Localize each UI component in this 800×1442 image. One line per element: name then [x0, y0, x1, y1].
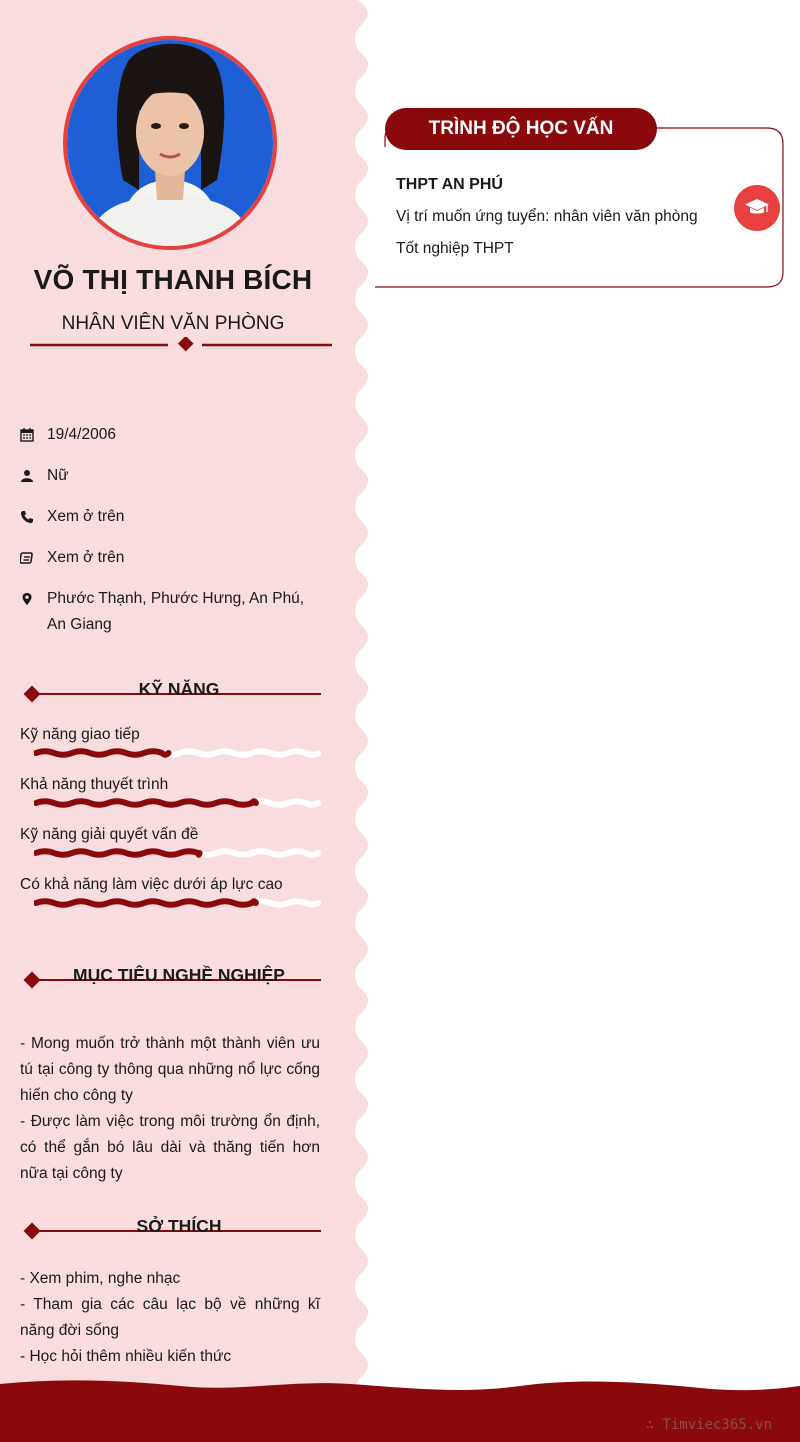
skill-bar [34, 748, 322, 758]
calendar-icon [20, 425, 47, 445]
info-birthday-text: 19/4/2006 [47, 426, 116, 443]
info-email [20, 548, 320, 571]
hobbies-heading-label: SỞ THÍCH [136, 1216, 222, 1236]
objective-heading [22, 967, 322, 993]
skill-label: Kỹ năng giải quyết vấn đề [20, 826, 199, 843]
avatar [63, 36, 277, 250]
candidate-name: VÕ THỊ THANH BÍCH [33, 264, 313, 295]
graduation-cap-icon [734, 185, 780, 231]
skill-bar-fill [36, 751, 169, 755]
email-icon [20, 548, 47, 568]
skill-label: Kỹ năng giao tiếp [20, 726, 140, 743]
person-icon [20, 466, 47, 486]
skill-bar-fill [36, 801, 256, 805]
education-position: Vị trí muốn ứng tuyển: nhân viên văn phòng [396, 208, 698, 225]
skill-bar [34, 798, 322, 808]
skill-bar [34, 898, 322, 908]
info-address [20, 589, 320, 638]
info-phone [20, 507, 320, 530]
skill-bar [34, 848, 322, 858]
skill-item [20, 726, 320, 744]
info-gender [20, 466, 320, 489]
info-email-text: Xem ở trên [47, 549, 125, 566]
skill-bar-fill [36, 901, 256, 905]
hobbies-heading [22, 1218, 322, 1244]
skills-heading-label: KỸ NĂNG [138, 679, 220, 699]
skill-item [20, 776, 320, 794]
profile-photo [67, 40, 273, 246]
phone-icon [20, 507, 47, 527]
location-icon [20, 589, 47, 609]
education-degree: Tốt nghiệp THPT [396, 240, 514, 257]
objective-heading-label: MỤC TIÊU NGHỀ NGHIỆP [73, 965, 285, 985]
education-school: THPT AN PHÚ [396, 176, 503, 193]
skills-heading [22, 681, 322, 707]
skill-item [20, 876, 320, 894]
skill-label: Có khả năng làm việc dưới áp lực cao [20, 876, 283, 893]
footer-brand: ∴ Timviec365.vn [645, 1417, 772, 1433]
info-address-text: Phước Thạnh, Phước Hưng, An Phú, An Giang [47, 590, 305, 633]
skill-label: Khả năng thuyết trình [20, 776, 169, 793]
title-divider [30, 337, 332, 353]
education-heading: TRÌNH ĐỘ HỌC VẤN [385, 108, 657, 150]
hobbies-text: - Xem phim, nghe nhạc - Tham gia các câu lạc bộ về những kĩ năng đời sống - Học hỏi thêm nhiều kiến thức [20, 1270, 320, 1365]
objective-text: - Mong muốn trở thành một thành viên ưu tú tại công ty thông qua những nổ lực cống hiến cho công ty - Được làm việc trong môi trường ổn định, có thể gắn bó lâu dài và thăng tiến hơn nữa tại công ty [20, 1035, 320, 1182]
skill-item [20, 826, 320, 844]
info-gender-text: Nữ [47, 467, 69, 484]
info-birthday [20, 425, 320, 448]
skill-bar-fill [36, 851, 200, 855]
personal-info [20, 425, 320, 656]
candidate-title: NHÂN VIÊN VĂN PHÒNG [61, 313, 285, 334]
info-phone-text: Xem ở trên [47, 508, 125, 525]
